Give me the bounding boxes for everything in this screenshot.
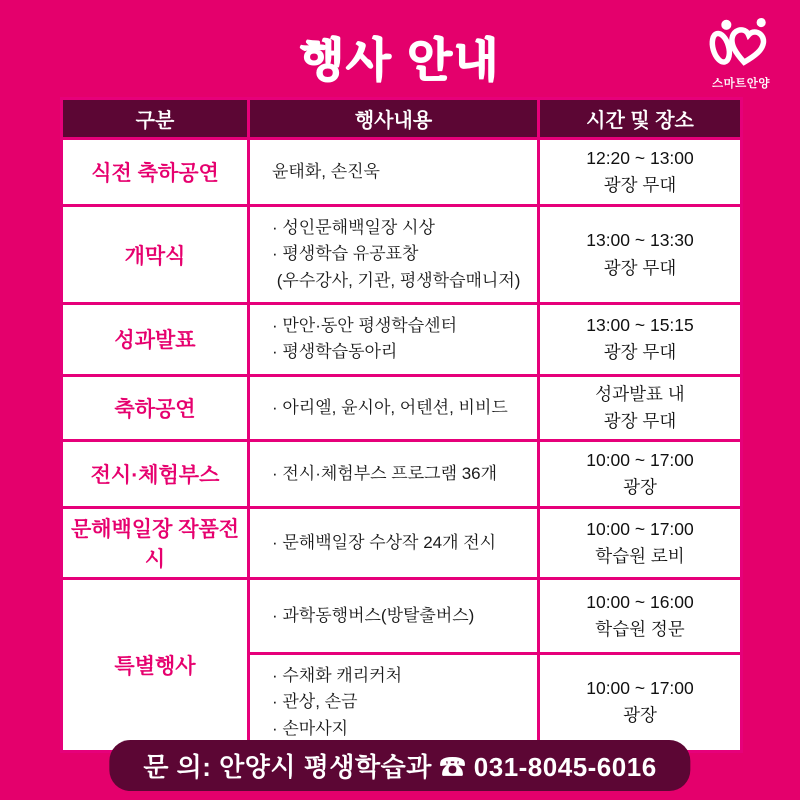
row-category: 성과발표 [62, 304, 249, 376]
row-category: 개막식 [62, 206, 249, 304]
event-schedule-table [60, 97, 743, 753]
content-line: · 수채화 캐리커처 [272, 665, 403, 685]
row-content [249, 304, 539, 376]
row-content [249, 507, 539, 578]
table-row [62, 578, 742, 653]
content-line: · 성인문해백일장 시상 [272, 218, 435, 237]
row-time-place [539, 507, 742, 578]
time-line: 12:20 ~ 13:00 [586, 147, 694, 168]
content-line: · 평생학습동아리 [272, 342, 398, 362]
row-time-place [539, 304, 742, 376]
row-category: 식전 축하공연 [62, 139, 249, 206]
time-line: 10:00 ~ 17:00 [586, 449, 694, 470]
row-time-place [539, 653, 742, 751]
content-line: · 전시·체험부스 프로그램 36개 [272, 463, 498, 483]
table-header-row [62, 99, 742, 139]
page-title: 행사 안내 [299, 34, 501, 86]
row-content [249, 440, 539, 507]
row-time-place [539, 578, 742, 653]
content-line: · 과학동행버스(방탈출버스) [272, 605, 475, 625]
time-line: 10:00 ~ 17:00 [586, 518, 694, 539]
logo-label: 스마트안양 [711, 78, 771, 90]
place-line: 광장 무대 [603, 175, 677, 195]
row-time-place [539, 375, 742, 440]
time-line: 성과발표 내 [595, 383, 685, 404]
time-line: 13:00 ~ 15:15 [586, 315, 694, 336]
time-line: 10:00 ~ 17:00 [586, 678, 694, 699]
row-category: 특별행사 [62, 578, 249, 751]
time-line: 10:00 ~ 16:00 [586, 591, 694, 612]
row-time-place [539, 139, 742, 206]
row-category: 축하공연 [62, 375, 249, 440]
place-line: 광장 [623, 476, 657, 497]
row-time-place [539, 440, 742, 507]
people-heart-icon [702, 16, 780, 74]
header-time-place: 시간 및 장소 [539, 99, 742, 139]
place-line: 광장 무대 [603, 410, 677, 431]
content-line: · 아리엘, 윤시아, 어텐션, 비비드 [272, 397, 508, 417]
row-time-place [539, 206, 742, 304]
contact-banner: 문 의: 안양시 평생학습과 ☎ 031-8045-6016 [109, 740, 690, 791]
content-line: · 관상, 손금 [272, 692, 358, 712]
content-line: · 평생학습 유공표창 [272, 244, 419, 264]
content-line: 윤태화, 손진욱 [272, 161, 380, 181]
table-row [62, 375, 742, 440]
place-line: 학습원 정문 [595, 618, 685, 639]
row-category: 전시·체험부스 [62, 440, 249, 507]
table-row [62, 139, 742, 206]
row-content [249, 653, 539, 751]
content-line: · 손마사지 [272, 718, 349, 738]
table-row [62, 440, 742, 507]
header-event-content: 행사내용 [249, 99, 539, 139]
table-row [62, 304, 742, 376]
header-category: 구분 [62, 99, 249, 139]
row-content [249, 578, 539, 653]
time-line: 13:00 ~ 13:30 [586, 230, 694, 251]
content-line: · 만안·동안 평생학습센터 [272, 316, 457, 336]
row-content [249, 139, 539, 206]
smart-anyang-logo [702, 16, 780, 91]
table-row [62, 206, 742, 304]
place-line: 광장 [623, 705, 657, 726]
place-line: 학습원 로비 [595, 545, 685, 566]
row-category: 문해백일장 작품전시 [62, 507, 249, 578]
row-content [249, 206, 539, 304]
content-line: · 문해백일장 수상작 24개 전시 [272, 532, 497, 552]
place-line: 광장 무대 [603, 257, 677, 278]
table-row [62, 507, 742, 578]
place-line: 광장 무대 [603, 342, 677, 363]
row-content [249, 375, 539, 440]
content-line: (우수강사, 기관, 평생학습매니저) [272, 270, 521, 290]
